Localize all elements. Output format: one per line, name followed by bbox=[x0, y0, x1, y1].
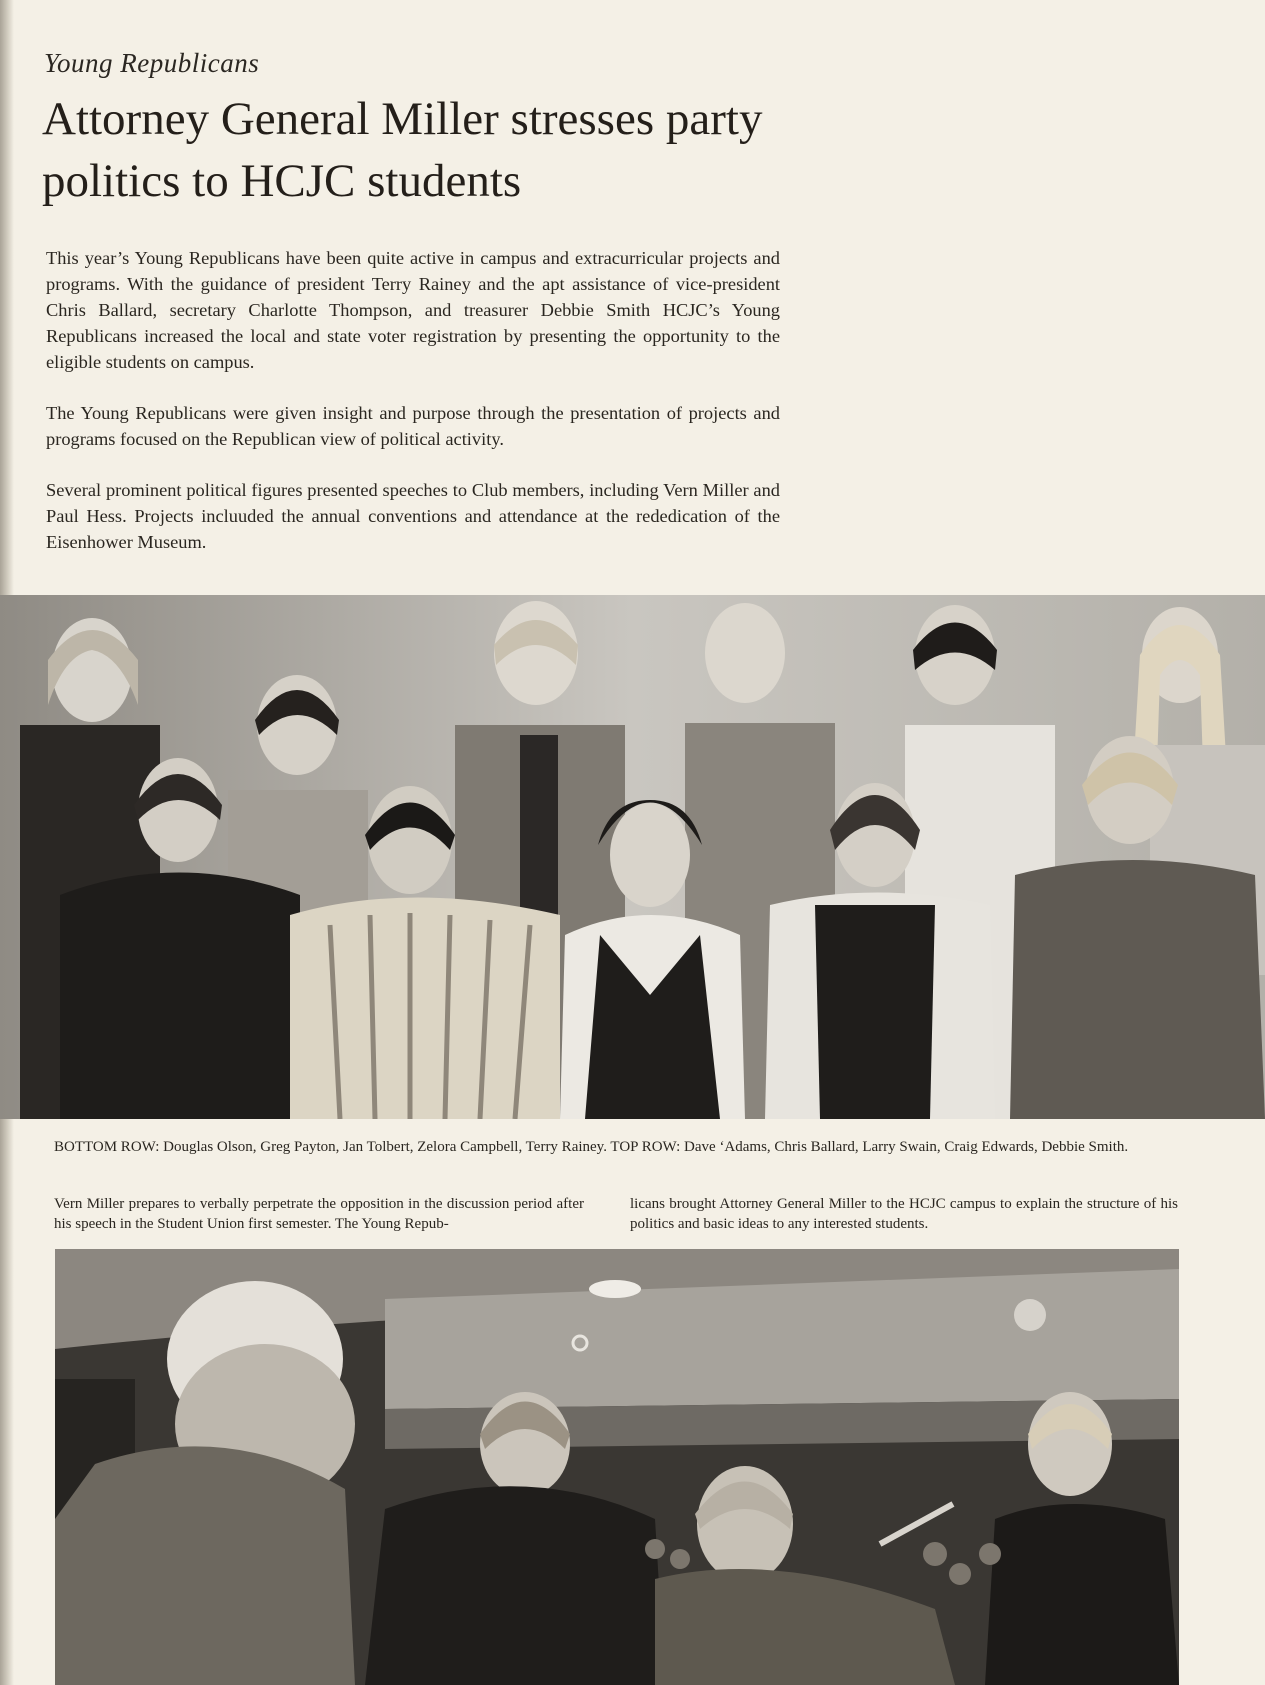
speech-caption-right: licans brought Attorney General Miller to the HCJC campus to explain the structure of his politics and basic ideas to any interested students. bbox=[630, 1196, 1178, 1232]
paragraph-1: This year’s Young Republicans have been quite active in campus and extracurricular projects and programs. With the guidance of president Terry Rainey and the apt assistance of vice-president Chris Ballard, secretary Charlotte Thompson, and treasurer Debbie Smith HCJC’s Young Republicans increased the local and state voter registration by presenting the opportunity to the eligible students on campus. bbox=[46, 248, 780, 372]
page-title: Attorney General Miller stresses party politics to HCJC students bbox=[42, 93, 763, 207]
speech-caption-left: Vern Miller prepares to verbally perpetrate the opposition in the discussion period after his speech in the Student Union first semester. The Young Repub- bbox=[54, 1196, 584, 1232]
section-label: Young Republicans bbox=[44, 48, 260, 78]
paragraph-3: Several prominent political figures presented speeches to Club members, including Vern Miller and Paul Hess. Projects incluuded the annual conventions and attendance at the rededication of the Eisenhower Museum. bbox=[46, 480, 780, 552]
paragraph-2: The Young Republicans were given insight and purpose through the presentation of projects and programs focused on the Republican view of political activity. bbox=[46, 403, 780, 449]
group-photo-caption: BOTTOM ROW: Douglas Olson, Greg Payton, Jan Tolbert, Zelora Campbell, Terry Rainey. TOP ROW: Dave ‘Adams, Chris Ballard, Larry Swain, Craig Edwards, Debbie Smith. bbox=[54, 1139, 1129, 1155]
speech-photo bbox=[55, 1249, 1179, 1685]
group-photo bbox=[0, 595, 1265, 1119]
article-body bbox=[46, 245, 780, 580]
